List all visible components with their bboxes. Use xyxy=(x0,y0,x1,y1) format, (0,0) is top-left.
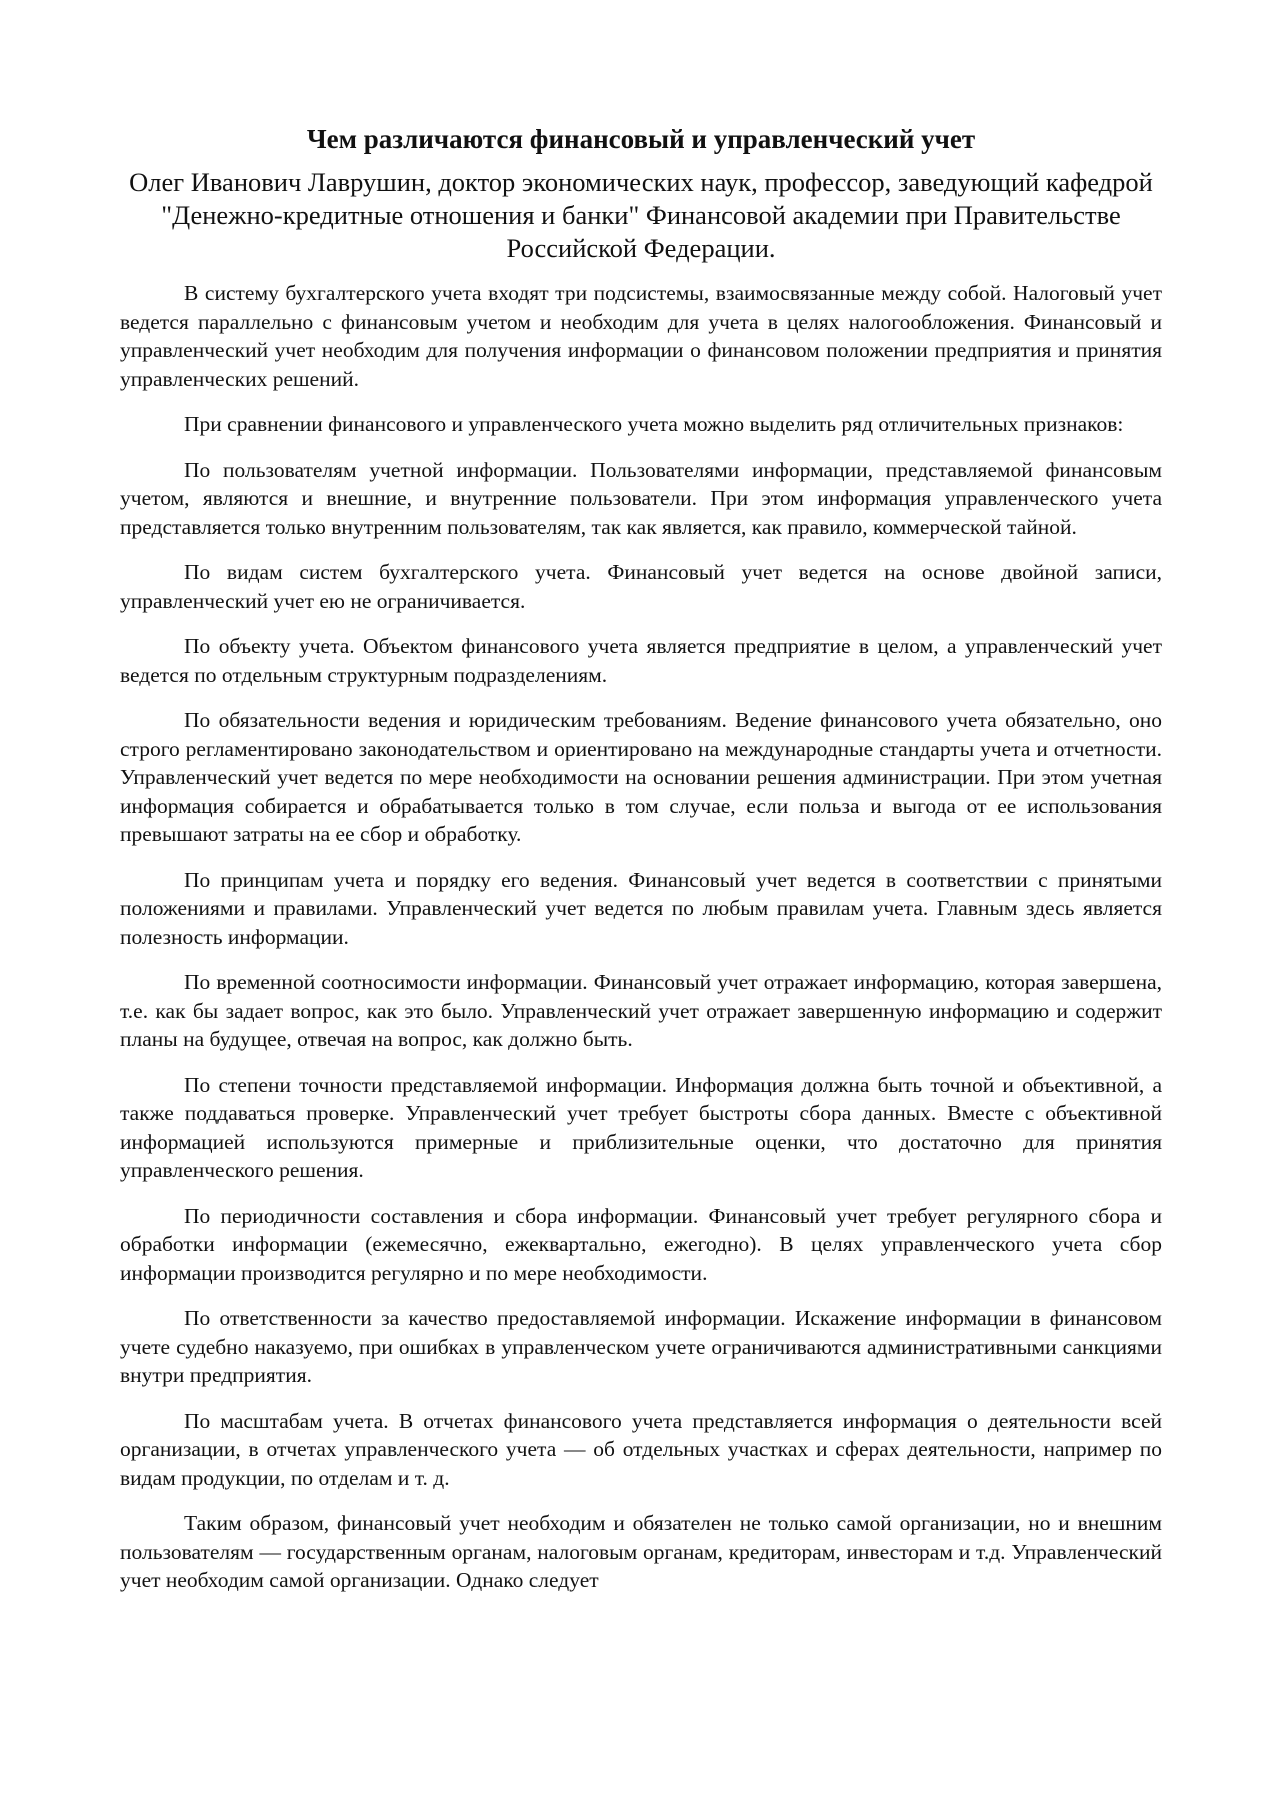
paragraph: При сравнении финансового и управленческого учета можно выделить ряд отличительных признаков: xyxy=(184,412,1124,436)
document-title: Чем различаются финансовый и управленческий учет xyxy=(306,124,976,154)
paragraph: По принципам учета и порядку его ведения. Финансовый учет ведется в соответствии с принятыми положениями и правилами. Управленческий учет ведется по любым правилам учета. Главным здесь является полезность информации. xyxy=(120,867,1162,949)
paragraph: Таким образом, финансовый учет необходим и обязателен не только самой организации, но и внешним пользователям — государственным органам, налоговым органам, кредиторам, инвесторам и т.д. Управленческий учет необходим самой организации. Однако следует xyxy=(120,1511,1162,1592)
paragraph: По пользователям учетной информации. Пользователями информации, представляемой финансовым учетом, являются и внешние, и внутренние пользователи. При этом информация управленческого учета представляется только внутренним пользователям, так как является, как правило, коммерческой тайной. xyxy=(120,457,1162,539)
paragraph: По обязательности ведения и юридическим требованиям. Ведение финансового учета обязательно, оно строго регламентировано законодательством и ориентировано на международные стандарты учета и отчетности. Управленческий учет ведется по мере необходимости на основании решения администрации. При этом учетная информация собирается и обрабатывается только в том случае, если польза и выгода от ее использования превышают затраты на ее сбор и обработку. xyxy=(120,708,1162,846)
paragraph: По степени точности представляемой информации. Информация должна быть точной и объективной, а также поддаваться проверке. Управленческий учет требует быстроты сбора данных. Вместе с объективной информацией используются примерные и приблизительные оценки, что достаточно для принятия управленческого решения. xyxy=(120,1072,1162,1182)
paragraph: По видам систем бухгалтерского учета. Финансовый учет ведется на основе двойной записи, управленческий учет ею не ограничивается. xyxy=(120,560,1162,613)
paragraph: По ответственности за качество предоставляемой информации. Искажение информации в финансовом учете судебно наказуемо, при ошибках в управленческом учете ограничиваются административными санкциями внутри предприятия. xyxy=(120,1306,1162,1387)
paragraph: В систему бухгалтерского учета входят три подсистемы, взаимосвязанные между собой. Налоговый учет ведется параллельно с финансовым учетом и необходим для учета в целях налогообложения. Финансовый и управленческий учет необходим для получения информации о финансовом положении предприятия и принятия управленческих решений. xyxy=(120,281,1162,391)
document-body xyxy=(120,279,1162,1595)
paragraph: По объекту учета. Объектом финансового учета является предприятие в целом, а управленческий учет ведется по отдельным структурным подразделениям. xyxy=(120,634,1162,687)
document-page xyxy=(120,122,1162,1612)
paragraph: По временной соотносимости информации. Финансовый учет отражает информацию, которая завершена, т.е. как бы задает вопрос, как это было. Управленческий учет отражает завершенную информацию и содержит планы на будущее, отвечая на вопрос, как должно быть. xyxy=(120,970,1162,1051)
paragraph: По периодичности составления и сбора информации. Финансовый учет требует регулярного сбора и обработки информации (ежемесячно, ежеквартально, ежегодно). В целях управленческого учета сбор информации производится регулярно и по мере необходимости. xyxy=(120,1203,1162,1285)
paragraph: По масштабам учета. В отчетах финансового учета представляется информация о деятельности всей организации, в отчетах управленческого учета — об отдельных участках и сферах деятельности, например по видам продукции, по отделам и т. д. xyxy=(120,1408,1162,1490)
author-info: Олег Иванович Лаврушин, доктор экономических наук, профессор, заведующий кафедрой "Денежно-кредитные отношения и банки" Финансовой академии при Правительстве Российской Федерации. xyxy=(129,167,1153,263)
